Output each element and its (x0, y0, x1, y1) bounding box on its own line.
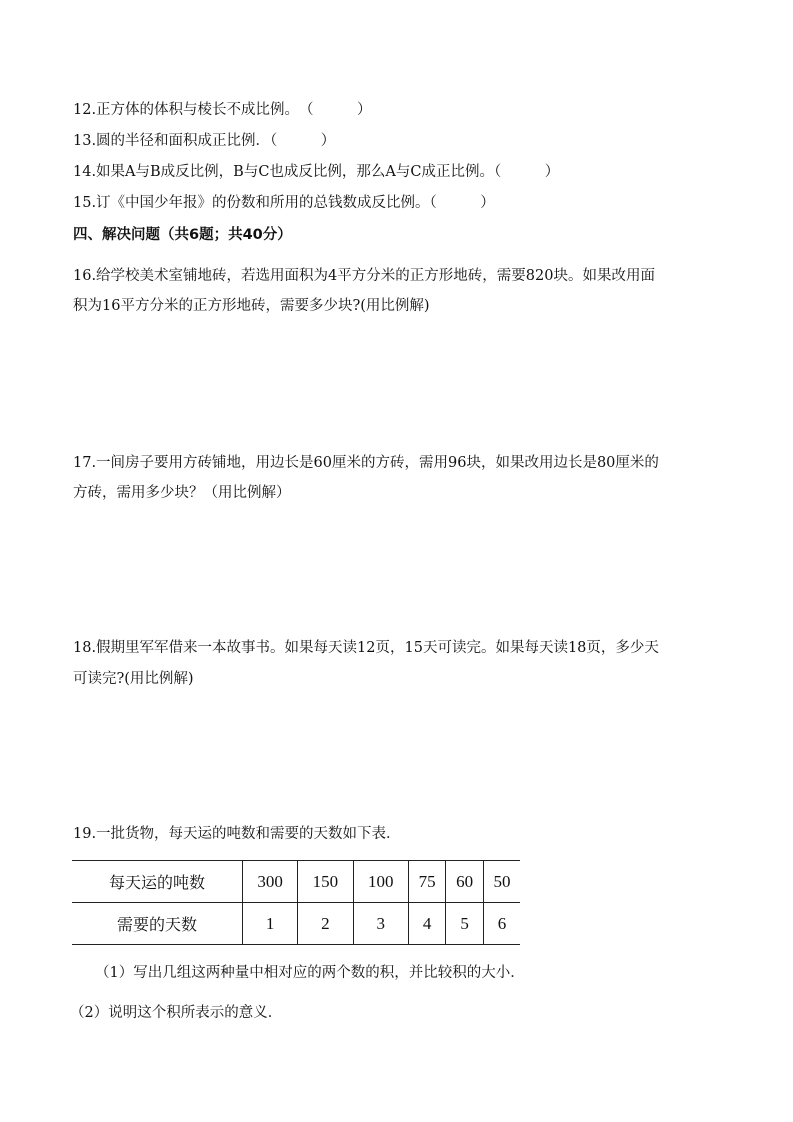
table-cell: 300 (243, 861, 298, 903)
table-cell: 4 (408, 903, 446, 945)
table-row (72, 903, 520, 945)
table-cell: 3 (353, 903, 408, 945)
question-19-part1: （1）写出几组这两种量中相对应的两个数的积，并比较积的大小． (95, 965, 525, 981)
question-12: 12.正方体的体积与棱长不成比例。 （ ） (73, 102, 372, 118)
question-17-line2: 方砖，需用多少块？（用比例解） (73, 485, 291, 501)
question-13: 13.圆的半径和面积成正比例．（ ） (73, 133, 336, 149)
table-row (72, 861, 520, 903)
table-cell: 150 (298, 861, 353, 903)
table-cell: 100 (353, 861, 408, 903)
question-19-part2: （2）说明这个积所表示的意义． (70, 1005, 283, 1021)
question-14: 14.如果A与B成反比例，B与C也成反比例，那么A与C成正比例。（ ） (73, 164, 560, 180)
question-15: 15.订《中国少年报》的份数和所用的总钱数成反比例。（ ） (73, 195, 495, 211)
question-16-line1: 16.给学校美术室铺地砖，若选用面积为4平方分米的正方形地砖，需要820块。如果改用面 (73, 268, 655, 284)
question-18-line2: 可读完?(用比例解) (73, 671, 194, 687)
question-16-line2: 积为16平方分米的正方形地砖，需要多少块?(用比例解) (73, 298, 430, 314)
table-cell: 1 (243, 903, 298, 945)
row-label: 每天运的吨数 (72, 861, 243, 903)
section-heading: 四、解决问题（共6题；共40分） (73, 227, 292, 243)
question-19: 19.一批货物，每天运的吨数和需要的天数如下表． (73, 826, 401, 842)
table-cell: 6 (483, 903, 520, 945)
row-label: 需要的天数 (72, 903, 243, 945)
table-cell: 50 (483, 861, 520, 903)
question-18-line1: 18.假期里军军借来一本故事书。如果每天读12页，15天可读完。如果每天读18页，多少天 (73, 640, 659, 656)
table-cell: 2 (298, 903, 353, 945)
table-cell: 5 (446, 903, 484, 945)
data-table (72, 860, 520, 945)
table-cell: 75 (408, 861, 446, 903)
table-cell: 60 (446, 861, 484, 903)
question-17-line1: 17.一间房子要用方砖铺地，用边长是60厘米的方砖，需用96块，如果改用边长是80厘米的 (73, 455, 659, 471)
